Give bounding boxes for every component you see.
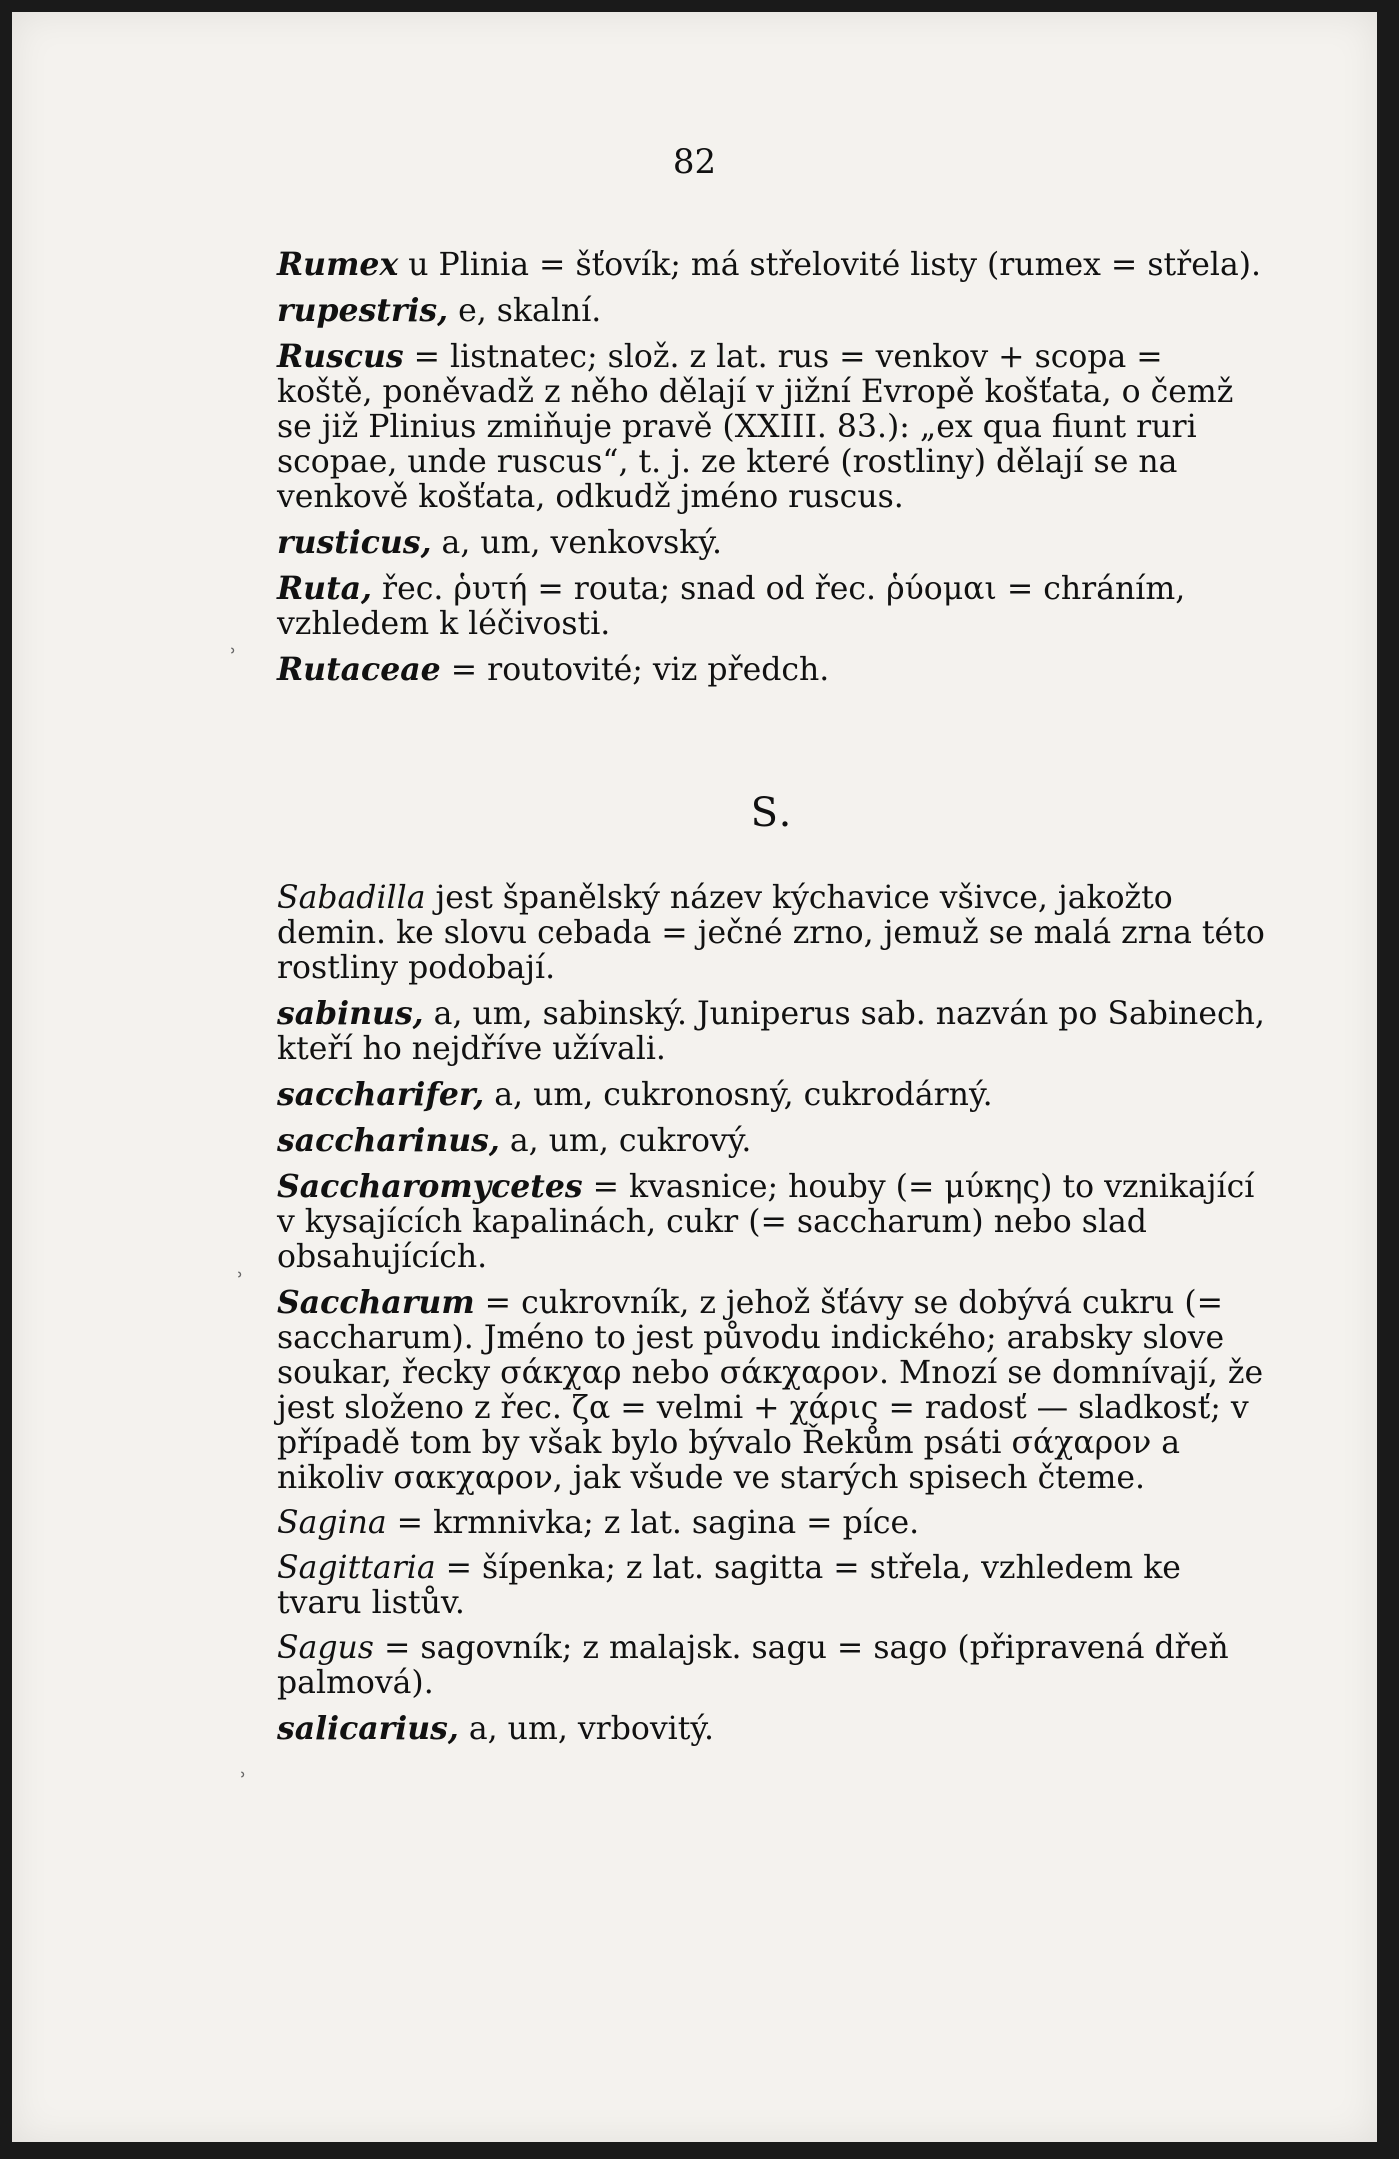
entry-text: = krmnivka; z lat. sagina = píce.: [386, 1505, 920, 1541]
book-page: [12, 12, 1377, 2142]
entry: [277, 1285, 1267, 1496]
entry-term: Saccharomycetes: [277, 1168, 583, 1205]
entry: [277, 1711, 1267, 1747]
entry-text: a, um, vrbovitý.: [458, 1711, 714, 1747]
entry-term: salicarius,: [277, 1710, 459, 1747]
page-number: 82: [672, 142, 717, 182]
entry: [277, 571, 1267, 642]
entry-text: a, um, venkovský.: [431, 525, 722, 561]
entry: [277, 1506, 1267, 1541]
entry: [277, 652, 1267, 688]
margin-mark: ˒: [240, 1764, 247, 1789]
margin-mark: ˒: [230, 640, 237, 665]
entry: [277, 525, 1267, 561]
section-letter: S.: [750, 790, 794, 836]
entry-term: Sabadilla: [277, 880, 426, 916]
entry-text: = cukrovník, z jehož šťávy se dobývá cukru (= saccharum). Jméno to jest původu indického; arabsky slove soukar, řecky σάκχαρ nebo σάκχαρον. Mnozí se domnívají, že jest složeno z řec. ζα = velmi + χάρις = radosť — sladkosť; v případě tom by však bylo bývalo Řekům psáti σάχαρον a nikoliv σακχαρον, jak všude ve starých spisech čteme.: [277, 1285, 1264, 1496]
entry-term: Sagittaria: [277, 1550, 436, 1586]
entry-term: Sagus: [277, 1630, 374, 1666]
entry: [277, 881, 1267, 986]
entry: [277, 996, 1267, 1067]
entry: [277, 1631, 1267, 1701]
entry-text: a, um, sabinský. Juniperus sab. nazván po Sabinech, kteří ho nejdříve užívali.: [277, 996, 1265, 1067]
entry-text: = routovité; viz předch.: [440, 652, 830, 688]
entry-term: saccharifer,: [277, 1076, 485, 1113]
entry-text: = kvasnice; houby (= μύκης) to vznikající v kysajících kapalinách, cukr (= saccharum) nebo slad obsahujících.: [277, 1169, 1255, 1275]
entry-text: = sagovník; z malajsk. sagu = sago (připravená dřeň palmová).: [277, 1630, 1229, 1701]
entry-term: rupestris,: [277, 292, 449, 329]
entry: [277, 339, 1267, 515]
entry: [277, 1169, 1267, 1275]
entry-term: Rumex: [277, 246, 399, 283]
dictionary-content: [277, 247, 1267, 1757]
entry-text: = šípenka; z lat. sagitta = střela, vzhledem ke tvaru listův.: [277, 1550, 1181, 1621]
entry-term: Ruscus: [277, 338, 404, 375]
entry-text: jest španělský název kýchavice všivce, jakožto demin. ke slovu cebada = ječné zrno, jemuž se malá zrna této rostliny podobají.: [277, 880, 1265, 986]
entry: [277, 247, 1267, 283]
entry-term: Saccharum: [277, 1284, 475, 1321]
entries-s: [277, 881, 1267, 1747]
margin-mark: ˒: [237, 1264, 244, 1289]
entry-text: řec. ῥυτή = routa; snad od řec. ῥύομαι = chráním, vzhledem k léčivosti.: [277, 571, 1186, 642]
entries-r: [277, 247, 1267, 688]
entry-text: u Plinia = šťovík; má střelovité listy (rumex = střela).: [398, 247, 1262, 283]
entry-text: a, um, cukronosný, cukrodárný.: [484, 1077, 993, 1113]
entry-term: Ruta,: [277, 570, 373, 607]
entry-term: saccharinus,: [277, 1122, 500, 1159]
entry: [277, 1077, 1267, 1113]
entry-text: a, um, cukrový.: [499, 1123, 752, 1159]
entry-term: Rutaceae: [277, 651, 441, 688]
entry: [277, 1123, 1267, 1159]
entry-term: rusticus,: [277, 524, 432, 561]
entry-term: sabinus,: [277, 995, 424, 1032]
entry-term: Sagina: [277, 1505, 387, 1541]
entry-text: e, skalní.: [448, 293, 602, 329]
entry: [277, 293, 1267, 329]
entry: [277, 1551, 1267, 1621]
entry-text: = listnatec; slož. z lat. rus = venkov + scopa = koště, poněvadž z něho dělají v jižní Evropě košťata, o čemž se již Plinius zmiňuje pravě (XXIII. 83.): „ex qua fiunt ruri scopae, unde ruscus“, t. j. ze které (rostliny) dělají se na venkově košťata, odkudž jméno ruscus.: [277, 339, 1234, 515]
